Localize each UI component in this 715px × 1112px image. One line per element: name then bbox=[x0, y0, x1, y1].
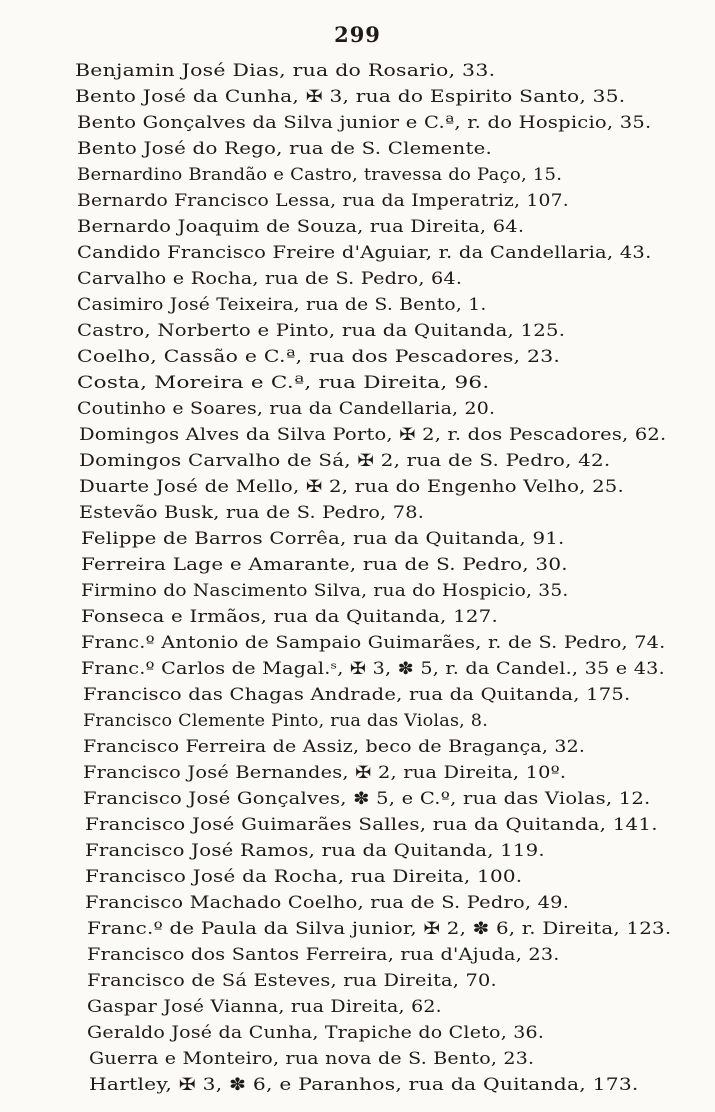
directory-entry: Duarte José de Mello, ✠ 2, rua do Engenho Velho, 25. bbox=[79, 477, 624, 497]
directory-entry: Francisco dos Santos Ferreira, rua d'Ajuda, 23. bbox=[87, 945, 560, 965]
directory-entry: Domingos Alves da Silva Porto, ✠ 2, r. dos Pescadores, 62. bbox=[79, 425, 667, 445]
directory-entry: Francisco das Chagas Andrade, rua da Quitanda, 175. bbox=[83, 685, 631, 705]
directory-entry: Candido Francisco Freire d'Aguiar, r. da Candellaria, 43. bbox=[77, 243, 652, 263]
directory-entry: Francisco José Ramos, rua da Quitanda, 119. bbox=[85, 841, 545, 861]
directory-entry: Francisco Ferreira de Assiz, beco de Bragança, 32. bbox=[83, 737, 586, 757]
directory-entry: Ferreira Lage e Amarante, rua de S. Pedro, 30. bbox=[81, 555, 568, 575]
directory-entry: Francisco José Guimarães Salles, rua da Quitanda, 141. bbox=[85, 815, 658, 835]
directory-entry: Bernardo Francisco Lessa, rua da Imperatriz, 107. bbox=[77, 191, 569, 211]
directory-entry: Franc.º de Paula da Silva junior, ✠ 2, ✽ 6, r. Direita, 123. bbox=[87, 919, 672, 939]
directory-entry: Hartley, ✠ 3, ✽ 6, e Paranhos, rua da Quitanda, 173. bbox=[89, 1075, 639, 1095]
directory-entry: Fonseca e Irmãos, rua da Quitanda, 127. bbox=[81, 607, 498, 627]
directory-entry: Francisco José da Rocha, rua Direita, 100. bbox=[85, 867, 523, 887]
directory-entry: Domingos Carvalho de Sá, ✠ 2, rua de S. Pedro, 42. bbox=[79, 451, 611, 471]
directory-entry: Franc.º Antonio de Sampaio Guimarães, r. de S. Pedro, 74. bbox=[81, 633, 666, 653]
directory-entry: Felippe de Barros Corrêa, rua da Quitanda, 91. bbox=[81, 529, 565, 549]
directory-entry: Franc.º Carlos de Magal.ˢ, ✠ 3, ✽ 5, r. da Candel., 35 e 43. bbox=[81, 659, 665, 679]
directory-entry: Coelho, Cassão e C.ª, rua dos Pescadores, 23. bbox=[77, 347, 561, 367]
directory-entry: Bernardo Joaquim de Souza, rua Direita, 64. bbox=[77, 217, 525, 237]
directory-entry: Carvalho e Rocha, rua de S. Pedro, 64. bbox=[77, 269, 463, 289]
directory-entry: Geraldo José da Cunha, Trapiche do Cleto, 36. bbox=[87, 1023, 545, 1043]
directory-entry: Estevão Busk, rua de S. Pedro, 78. bbox=[79, 503, 425, 523]
directory-entry: Coutinho e Soares, rua da Candellaria, 20. bbox=[77, 399, 496, 419]
directory-entry: Firmino do Nascimento Silva, rua do Hospicio, 35. bbox=[81, 581, 569, 601]
directory-entry: Francisco Clemente Pinto, rua das Violas, 8. bbox=[83, 711, 489, 731]
directory-entry: Castro, Norberto e Pinto, rua da Quitanda, 125. bbox=[77, 321, 566, 341]
directory-entry: Bento Gonçalves da Silva junior e C.ª, r. do Hospicio, 35. bbox=[77, 113, 652, 133]
directory-entry: Bento José da Cunha, ✠ 3, rua do Espirito Santo, 35. bbox=[75, 87, 626, 107]
directory-entry: Costa, Moreira e C.ª, rua Direita, 96. bbox=[77, 373, 490, 393]
directory-entry: Francisco de Sá Esteves, rua Direita, 70. bbox=[87, 971, 497, 991]
directory-entry: Francisco José Bernandes, ✠ 2, rua Direita, 10º. bbox=[83, 763, 567, 783]
page-number: 299 bbox=[334, 22, 381, 47]
directory-entry: Francisco Machado Coelho, rua de S. Pedro, 49. bbox=[85, 893, 570, 913]
directory-entry: Francisco José Gonçalves, ✽ 5, e C.º, rua das Violas, 12. bbox=[83, 789, 651, 809]
directory-entry: Bento José do Rego, rua de S. Clemente. bbox=[77, 139, 493, 159]
directory-entry: Guerra e Monteiro, rua nova de S. Bento, 23. bbox=[89, 1049, 535, 1069]
directory-entry: Gaspar José Vianna, rua Direita, 62. bbox=[87, 997, 442, 1017]
directory-entry: Casimiro José Teixeira, rua de S. Bento, 1. bbox=[77, 295, 487, 315]
directory-entry: Bernardino Brandão e Castro, travessa do Paço, 15. bbox=[77, 165, 563, 185]
directory-entry: Benjamin José Dias, rua do Rosario, 33. bbox=[75, 61, 496, 81]
